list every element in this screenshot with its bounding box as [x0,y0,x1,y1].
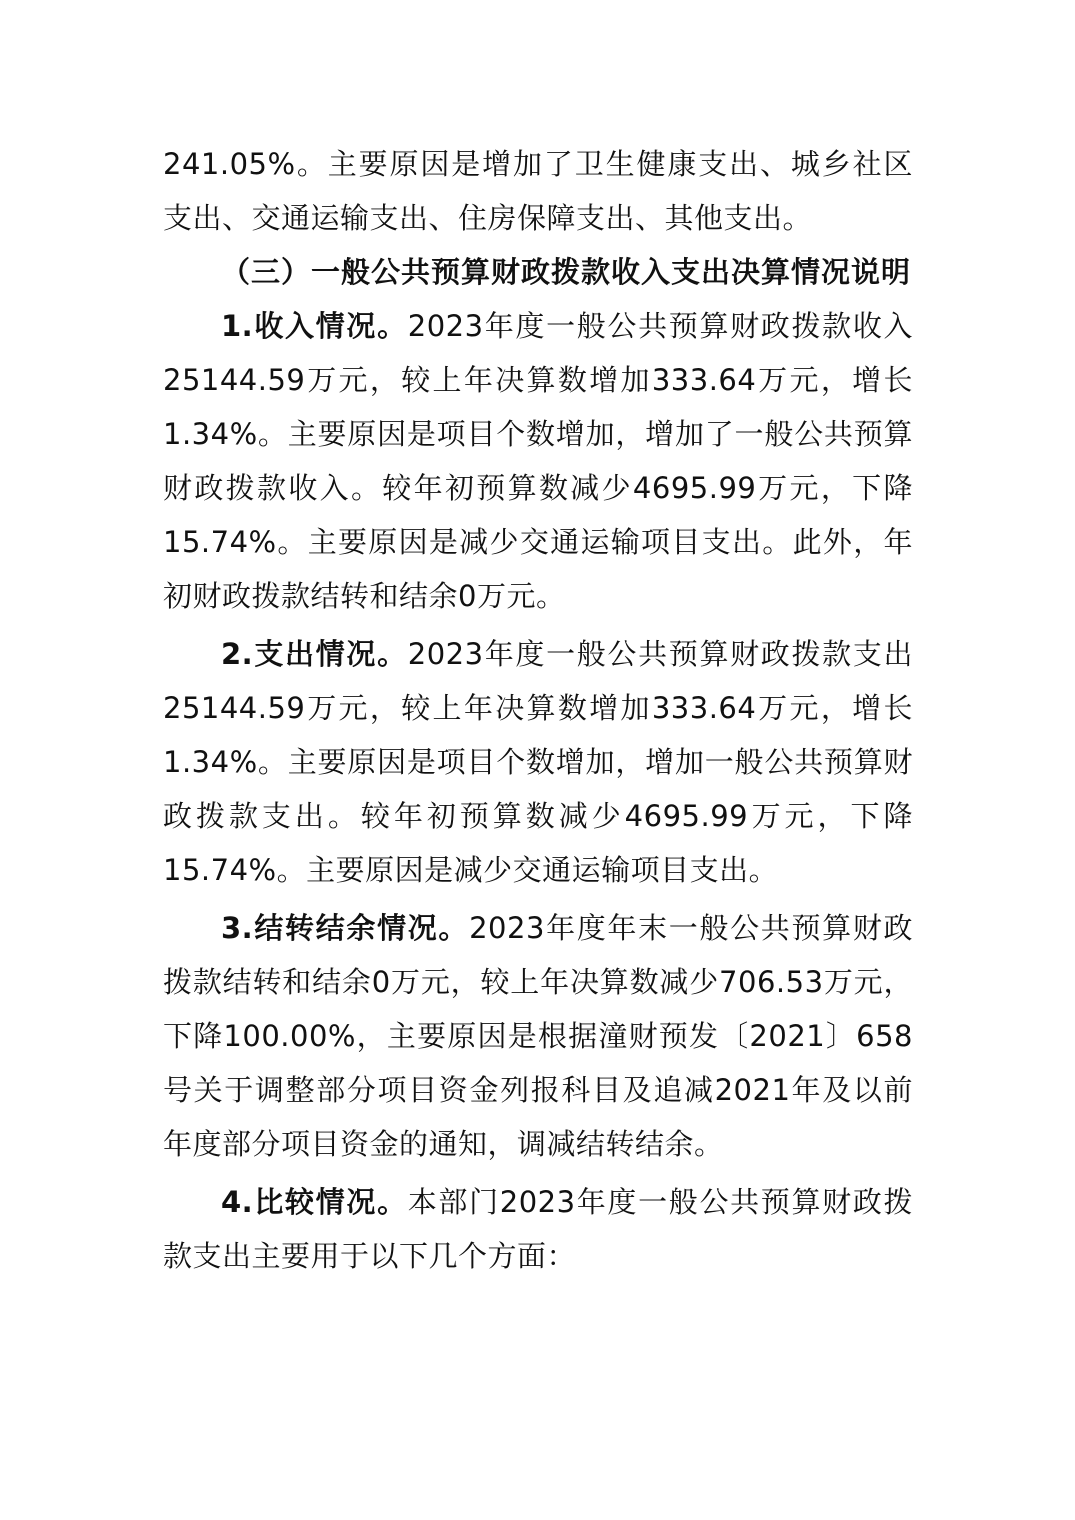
section-heading: （三）一般公共预算财政拨款收入支出决算情况说明 [221,255,912,289]
carryover-paragraph [163,901,913,1171]
income-paragraph [163,299,913,623]
continuation-paragraph: 241.05%。主要原因是增加了卫生健康支出、城乡社区支出、交通运输支出、住房保障支出、其他支出。 [163,147,913,235]
expenditure-label: 2.支出情况。 [221,637,408,671]
comparison-text: 本部门2023年度一般公共预算财政拨款支出主要用于以下几个方面： [163,1185,913,1273]
income-label: 1.收入情况。 [221,309,408,343]
carryover-text: 2023年度年末一般公共预算财政拨款结转和结余0万元，较上年决算数减少706.53万元，下降100.00%，主要原因是根据潼财预发〔2021〕658号关于调整部分项目资金列报科目及追减2021年及以前年度部分项目资金的通知，调减结转结余。 [163,911,913,1161]
document-body [163,137,913,1283]
expenditure-text: 2023年度一般公共预算财政拨款支出25144.59万元，较上年决算数增加333.64万元，增长1.34%。主要原因是项目个数增加，增加一般公共预算财政拨款支出。较年初预算数减少4695.99万元，下降15.74%。主要原因是减少交通运输项目支出。 [163,637,913,887]
expenditure-paragraph [163,627,913,897]
comparison-label: 4.比较情况。 [221,1185,408,1219]
income-text: 2023年度一般公共预算财政拨款收入25144.59万元，较上年决算数增加333.64万元，增长1.34%。主要原因是项目个数增加，增加了一般公共预算财政拨款收入。较年初预算数减少4695.99万元，下降15.74%。主要原因是减少交通运输项目支出。此外，年初财政拨款结转和结余0万元。 [163,309,913,613]
carryover-label: 3.结转结余情况。 [221,911,470,945]
comparison-paragraph [163,1175,913,1283]
